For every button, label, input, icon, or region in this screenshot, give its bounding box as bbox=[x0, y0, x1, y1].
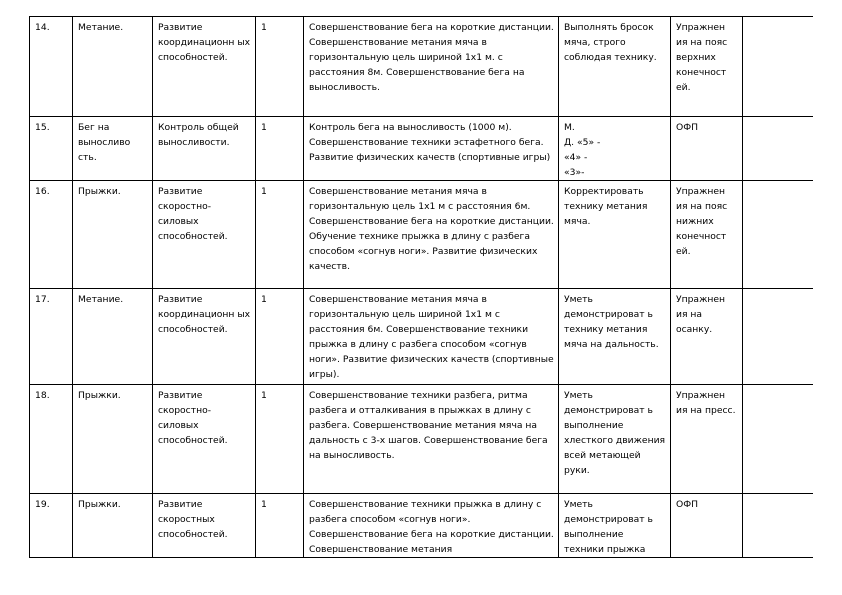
lesson-homework: Упражнен ия на пресс. bbox=[671, 385, 743, 494]
lesson-requirements: Выполнять бросок мяча, строго соблюдая технику. bbox=[559, 17, 671, 117]
lesson-topic: Прыжки. bbox=[73, 494, 153, 558]
table-row bbox=[30, 385, 814, 494]
lesson-extra bbox=[743, 17, 814, 117]
lesson-number: 19. bbox=[30, 494, 73, 558]
lesson-homework: ОФП bbox=[671, 494, 743, 558]
lesson-hours: 1 bbox=[256, 181, 304, 289]
table-row bbox=[30, 494, 814, 558]
lesson-goal: Контроль общей выносливости. bbox=[153, 117, 256, 181]
lesson-topic: Прыжки. bbox=[73, 181, 153, 289]
lesson-requirements: Уметь демонстрироват ь технику метания мяча на дальность. bbox=[559, 289, 671, 385]
lesson-extra bbox=[743, 181, 814, 289]
lesson-number: 15. bbox=[30, 117, 73, 181]
lesson-requirements: Уметь демонстрироват ь выполнение хлесткого движения всей метающей руки. bbox=[559, 385, 671, 494]
table-row bbox=[30, 117, 814, 181]
lesson-goal: Развитие координационн ых способностей. bbox=[153, 17, 256, 117]
lesson-extra bbox=[743, 385, 814, 494]
lesson-goal: Развитие скоростно-силовых способностей. bbox=[153, 385, 256, 494]
lesson-content: Совершенствование метания мяча в горизонтальную цель 1х1 м с расстояния 6м. Совершенствование бега на короткие дистанции. Обучение технике прыжка в длину с разбега способом «согнув ноги». Развитие физических качеств. bbox=[304, 181, 559, 289]
lesson-homework: Упражнен ия на осанку. bbox=[671, 289, 743, 385]
table-body bbox=[30, 17, 814, 558]
lesson-content: Совершенствование бега на короткие дистанции. Совершенствование метания мяча в горизонтальную цель шириной 1х1 м. с расстояния 8м. Совершенствование бега на выносливость. bbox=[304, 17, 559, 117]
lesson-extra bbox=[743, 494, 814, 558]
lesson-requirements: М. Д. «5» - «4» - «3»- bbox=[559, 117, 671, 181]
lesson-number: 16. bbox=[30, 181, 73, 289]
lesson-hours: 1 bbox=[256, 17, 304, 117]
lesson-homework: ОФП bbox=[671, 117, 743, 181]
lesson-hours: 1 bbox=[256, 289, 304, 385]
table-row bbox=[30, 181, 814, 289]
lesson-plan-table bbox=[29, 16, 813, 558]
lesson-content: Контроль бега на выносливость (1000 м). Совершенствование техники эстафетного бега. Развитие физических качеств (спортивные игры) bbox=[304, 117, 559, 181]
lesson-topic: Метание. bbox=[73, 289, 153, 385]
lesson-goal: Развитие скоростных способностей. bbox=[153, 494, 256, 558]
lesson-plan-page bbox=[29, 16, 813, 579]
table-row bbox=[30, 289, 814, 385]
lesson-content: Совершенствование техники разбега, ритма разбега и отталкивания в прыжках в длину с разбега. Совершенствование метания мяча на дальность с 3-х шагов. Совершенствование бега на выносливость. bbox=[304, 385, 559, 494]
lesson-goal: Развитие скоростно-силовых способностей. bbox=[153, 181, 256, 289]
lesson-goal: Развитие координационн ых способностей. bbox=[153, 289, 256, 385]
lesson-topic: Метание. bbox=[73, 17, 153, 117]
lesson-topic: Прыжки. bbox=[73, 385, 153, 494]
lesson-number: 18. bbox=[30, 385, 73, 494]
lesson-hours: 1 bbox=[256, 494, 304, 558]
lesson-requirements: Уметь демонстрироват ь выполнение техники прыжка bbox=[559, 494, 671, 558]
lesson-number: 17. bbox=[30, 289, 73, 385]
lesson-number: 14. bbox=[30, 17, 73, 117]
table-row bbox=[30, 17, 814, 117]
lesson-homework: Упражнен ия на пояс нижних конечност ей. bbox=[671, 181, 743, 289]
lesson-hours: 1 bbox=[256, 117, 304, 181]
lesson-hours: 1 bbox=[256, 385, 304, 494]
lesson-content: Совершенствование метания мяча в горизонтальную цель шириной 1х1 м с расстояния 6м. Совершенствование техники прыжка в длину с разбега способом «согнув ноги». Развитие физических качеств (спортивные игры). bbox=[304, 289, 559, 385]
lesson-requirements: Корректировать технику метания мяча. bbox=[559, 181, 671, 289]
lesson-extra bbox=[743, 117, 814, 181]
lesson-content: Совершенствование техники прыжка в длину с разбега способом «согнув ноги». Совершенствование бега на короткие дистанции. Совершенствование метания bbox=[304, 494, 559, 558]
lesson-topic: Бег на выносливо сть. bbox=[73, 117, 153, 181]
lesson-extra bbox=[743, 289, 814, 385]
lesson-homework: Упражнен ия на пояс верхних конечност ей. bbox=[671, 17, 743, 117]
